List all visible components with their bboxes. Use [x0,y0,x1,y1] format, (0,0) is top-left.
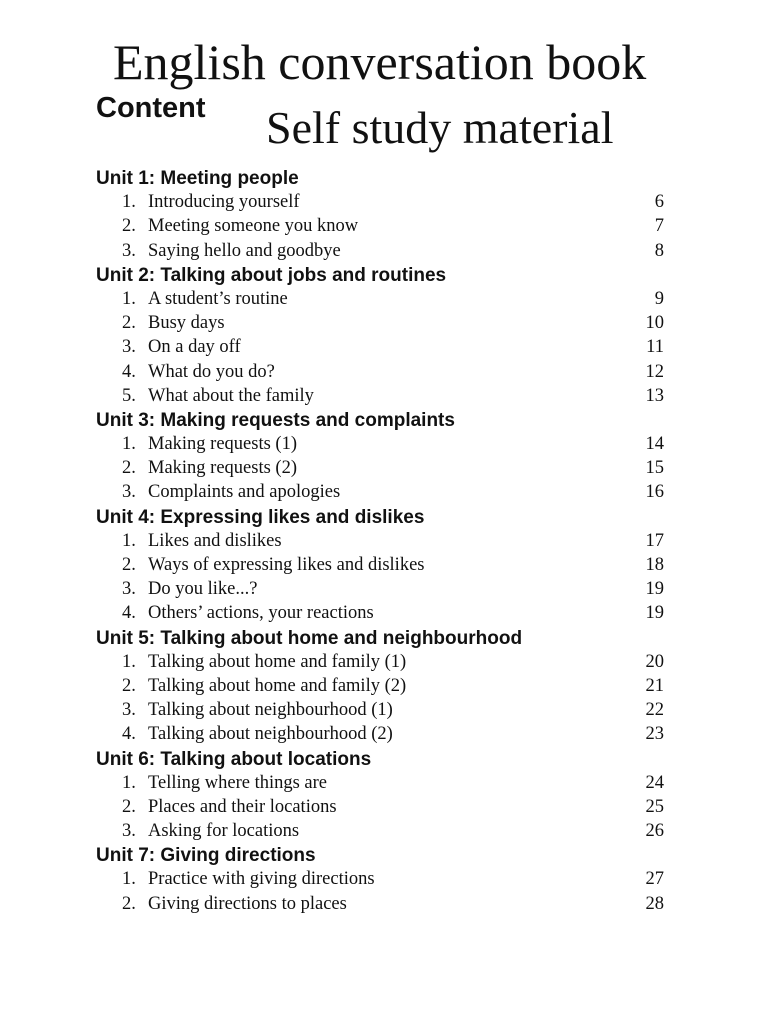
toc-entry [96,867,664,891]
entry-number: 2. [122,458,136,479]
entry-number: 3. [122,821,136,842]
entry-number: 4. [122,724,136,745]
toc-unit [96,747,664,844]
entry-title: Others’ actions, your reactions [148,603,374,624]
entry-page-number: 6 [654,192,664,213]
toc-entry [96,553,664,577]
unit-title: Unit 7: Giving directions [96,845,316,867]
contents-heading: Content [96,92,206,124]
entry-title: Busy days [148,313,225,334]
entry-page-number: 22 [645,700,664,721]
entry-page-number: 13 [645,385,664,406]
entry-title: Asking for locations [148,821,300,842]
entry-number: 3. [122,700,136,721]
toc-entry [96,819,664,843]
entry-title: Making requests (2) [148,458,297,479]
entry-number: 1. [122,651,136,672]
entry-page-number: 28 [645,893,664,914]
toc-entry [96,722,664,746]
table-of-contents [96,166,664,916]
entry-title: Ways of expressing likes and dislikes [148,555,425,575]
entry-page-number: 15 [645,458,664,479]
unit-title: Unit 3: Making requests and complaints [96,409,455,431]
entry-number: 2. [122,675,136,696]
book-subtitle: Self study material [266,102,614,153]
toc-entry [96,795,664,819]
entry-title: Complaints and apologies [148,482,341,503]
toc-entry [96,650,664,674]
entry-number: 3. [122,337,136,358]
entry-title: Likes and dislikes [148,530,282,551]
entry-page-number: 7 [654,216,664,237]
entry-number: 1. [122,288,136,309]
entry-page-number: 12 [645,361,664,382]
toc-unit [96,843,664,916]
entry-page-number: 19 [645,603,664,624]
entry-number: 1. [122,772,136,793]
toc-entry [96,529,664,553]
toc-entry [96,674,664,698]
entry-page-number: 18 [645,555,664,575]
entry-number: 2. [122,796,136,817]
entry-number: 2. [122,893,136,914]
entry-page-number: 9 [654,288,664,309]
toc-entry [96,360,664,384]
entry-page-number: 16 [645,482,664,503]
entry-title: Practice with giving directions [148,869,375,890]
toc-unit [96,263,664,408]
entry-title: Saying hello and goodbye [148,240,341,261]
entry-title: Talking about home and family (2) [148,675,407,696]
entry-page-number: 23 [645,724,664,745]
book-title: English conversation book [113,34,647,90]
toc-entry [96,432,664,456]
entry-title: What about the family [148,385,314,406]
entry-number: 3. [122,240,136,261]
toc-entry [96,480,664,504]
entry-title: Introducing yourself [148,192,300,213]
entry-title: What do you do? [148,361,275,382]
toc-unit [96,626,664,747]
entry-number: 1. [122,530,136,551]
entry-page-number: 20 [645,651,664,672]
unit-title: Unit 5: Talking about home and neighbourhood [96,627,523,649]
toc-unit [96,408,664,505]
entry-number: 1. [122,434,136,455]
entry-page-number: 26 [645,821,664,842]
entry-page-number: 27 [645,869,664,890]
entry-title: Do you like...? [148,579,258,600]
entry-number: 5. [122,385,136,406]
toc-entry [96,311,664,335]
unit-title: Unit 2: Talking about jobs and routines [96,264,447,286]
entry-page-number: 11 [646,337,664,358]
entry-page-number: 25 [645,796,664,817]
toc-entry [96,892,664,916]
entry-title: Making requests (1) [148,434,297,455]
entry-title: A student’s routine [148,288,288,309]
toc-entry [96,239,664,263]
entry-title: Places and their locations [148,796,337,817]
entry-title: Talking about home and family (1) [148,651,407,672]
entry-number: 3. [122,579,136,600]
entry-page-number: 19 [645,579,664,600]
toc-entry [96,214,664,238]
entry-number: 2. [122,555,136,575]
entry-page-number: 10 [645,313,664,334]
entry-title: On a day off [148,337,241,358]
unit-title: Unit 1: Meeting people [96,168,299,189]
entry-number: 2. [122,216,136,237]
entry-number: 4. [122,361,136,382]
toc-entry [96,384,664,408]
toc-entry [96,771,664,795]
entry-title: Giving directions to places [148,893,347,914]
entry-page-number: 8 [654,240,664,261]
entry-number: 3. [122,482,136,503]
entry-title: Talking about neighbourhood (1) [148,700,393,721]
toc-unit [96,166,664,263]
toc-entry [96,577,664,601]
toc-entry [96,190,664,214]
toc-entry [96,335,664,359]
toc-entry [96,456,664,480]
entry-page-number: 21 [645,675,664,696]
entry-title: Meeting someone you know [148,216,359,237]
entry-number: 1. [122,192,136,213]
entry-number: 2. [122,313,136,334]
entry-title: Talking about neighbourhood (2) [148,724,393,745]
entry-number: 4. [122,603,136,624]
unit-title: Unit 6: Talking about locations [96,748,372,770]
toc-entry [96,287,664,311]
toc-unit [96,505,664,626]
entry-page-number: 24 [645,772,664,793]
entry-title: Telling where things are [148,772,328,793]
entry-page-number: 14 [645,434,664,455]
toc-entry [96,601,664,625]
unit-title: Unit 4: Expressing likes and dislikes [96,506,425,528]
toc-entry [96,698,664,722]
entry-page-number: 17 [645,530,664,551]
entry-number: 1. [122,869,136,890]
